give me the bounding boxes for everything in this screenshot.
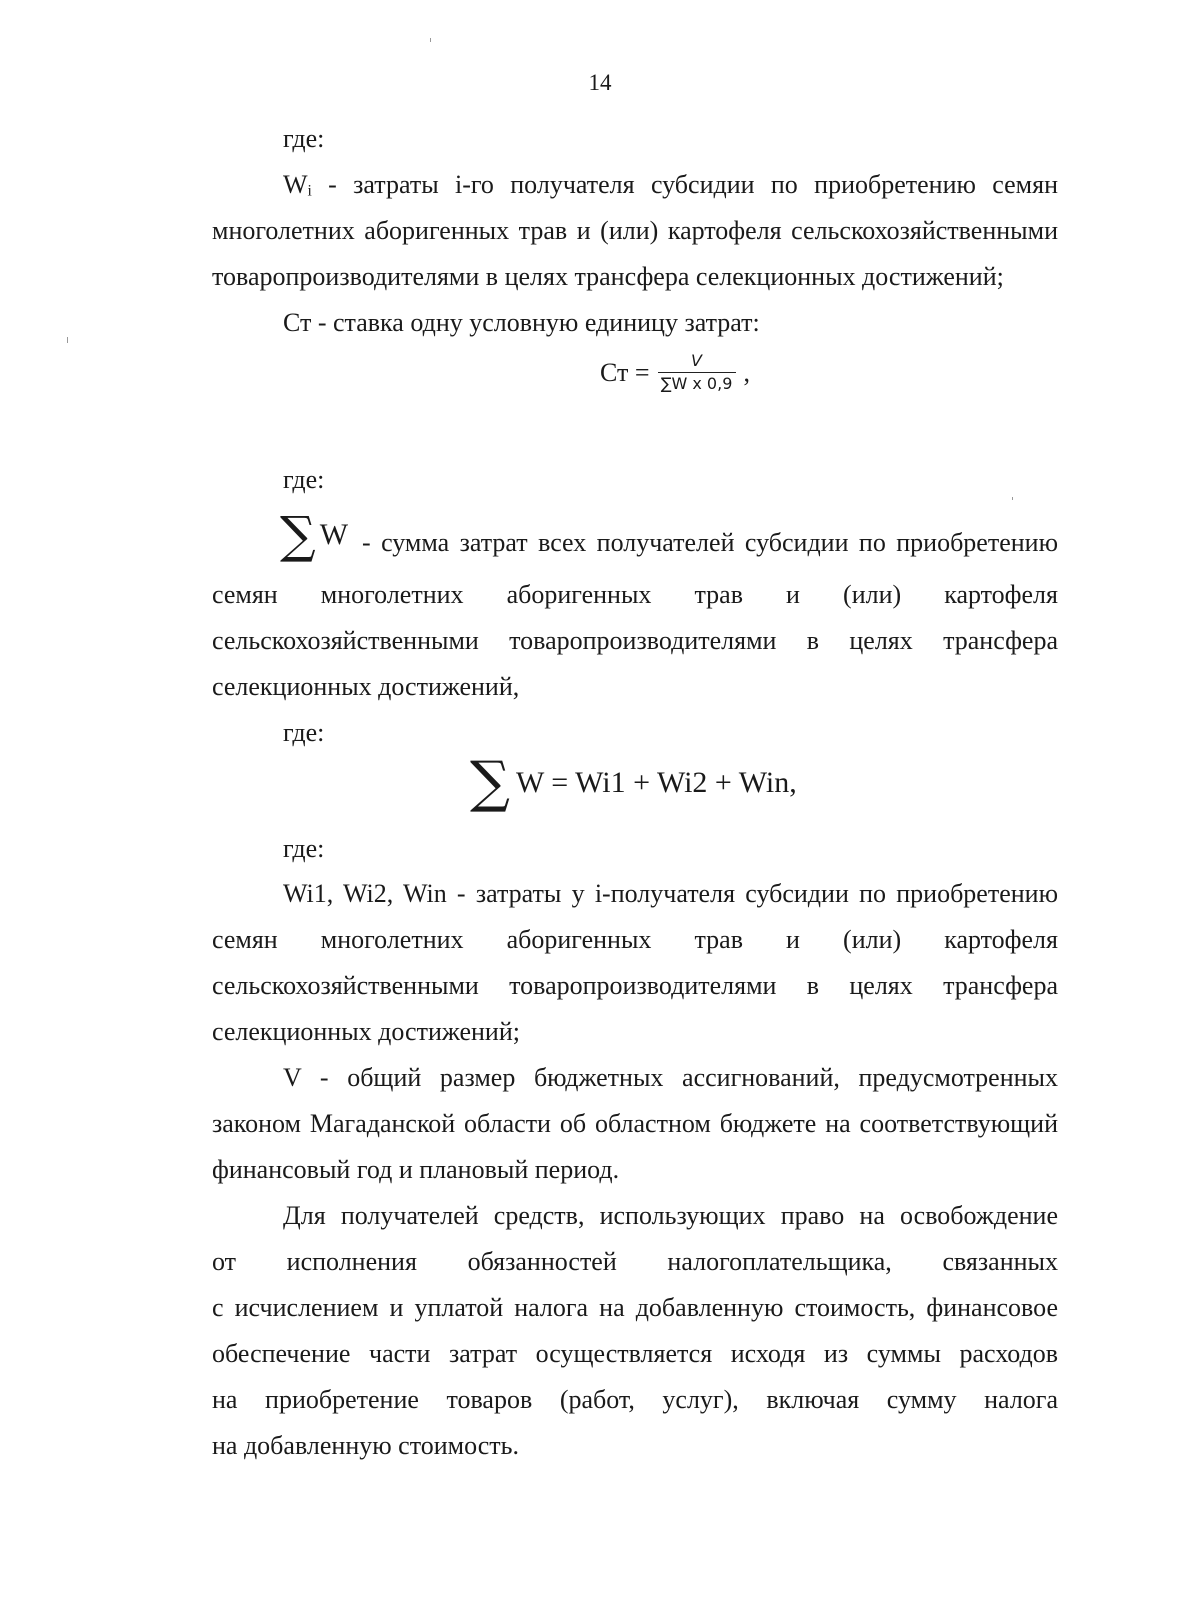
ct-definition: Ст - ставка одну условную единицу затрат: (283, 308, 760, 337)
rate-formula (600, 352, 750, 393)
wi-definition-line-1: Wᵢ - затраты i-го получателя субсидии по приобретению семян (283, 170, 1058, 199)
vat-paragraph-line-4: обеспечение части затрат осуществляется исходя из суммы расходов (212, 1339, 1058, 1368)
sum-formula (470, 750, 797, 815)
wi-list-line-3: сельскохозяйственными товаропроизводителями в целях трансфера (212, 971, 1058, 1000)
sum-w-line-3: сельскохозяйственными товаропроизводителями в целях трансфера (212, 626, 1058, 655)
sum-w-line-4: селекционных достижений, (212, 672, 520, 701)
where-label-4: где: (283, 834, 325, 863)
where-label-2: где: (283, 465, 325, 494)
rate-formula-lhs: Ст = (600, 357, 650, 387)
vat-paragraph-line-1: Для получателей средств, использующих право на освобождение (283, 1201, 1058, 1230)
rate-formula-comma: , (743, 357, 751, 387)
wi-definition-line-2: многолетних аборигенных трав и (или) картофеля сельскохозяйственными (212, 216, 1058, 245)
wi-list-line-2: семян многолетних аборигенных трав и (или) картофеля (212, 925, 1058, 954)
scan-speck (430, 38, 431, 42)
sum-w-definition (280, 506, 349, 564)
v-definition-line-3: финансовый год и плановый период. (212, 1155, 620, 1184)
rate-fraction-denominator: ∑W x 0,9 (660, 374, 733, 393)
scan-speck (67, 337, 68, 343)
sum-formula-text: W = Wi1 + Wi2 + Win, (515, 766, 797, 799)
where-label-3: где: (283, 718, 325, 747)
rate-fraction-numerator: V (691, 351, 702, 370)
sigma-symbol: ∑ (280, 506, 316, 564)
fraction-bar (658, 372, 736, 373)
page-number: 14 (588, 70, 612, 95)
vat-paragraph-line-2: от исполнения обязанностей налогоплательщика, связанных (212, 1247, 1058, 1276)
v-definition-line-2: законом Магаданской области об областном бюджете на соответствующий (212, 1109, 1058, 1138)
sum-w-line-1: - сумма затрат всех получателей субсидии по приобретению (362, 528, 1058, 557)
wi-list-line-4: селекционных достижений; (212, 1017, 520, 1046)
v-definition-line-1: V - общий размер бюджетных ассигнований, предусмотренных (283, 1063, 1058, 1092)
wi-list-line-1: Wi1, Wi2, Win - затраты у i-получателя субсидии по приобретению (283, 879, 1058, 908)
sum-w-variable: W (319, 518, 349, 551)
sum-w-line-2: семян многолетних аборигенных трав и (или) картофеля (212, 580, 1058, 609)
vat-paragraph-line-3: с исчислением и уплатой налога на добавленную стоимость, финансовое (212, 1293, 1058, 1322)
rate-fraction (658, 352, 736, 393)
vat-paragraph-line-6: на добавленную стоимость. (212, 1431, 519, 1460)
wi-definition-line-3: товаропроизводителями в целях трансфера селекционных достижений; (212, 262, 1004, 291)
where-label: где: (283, 124, 325, 153)
scan-speck (1012, 497, 1013, 500)
sigma-symbol-2: ∑ (470, 750, 510, 815)
vat-paragraph-line-5: на приобретение товаров (работ, услуг), включая сумму налога (212, 1385, 1058, 1414)
